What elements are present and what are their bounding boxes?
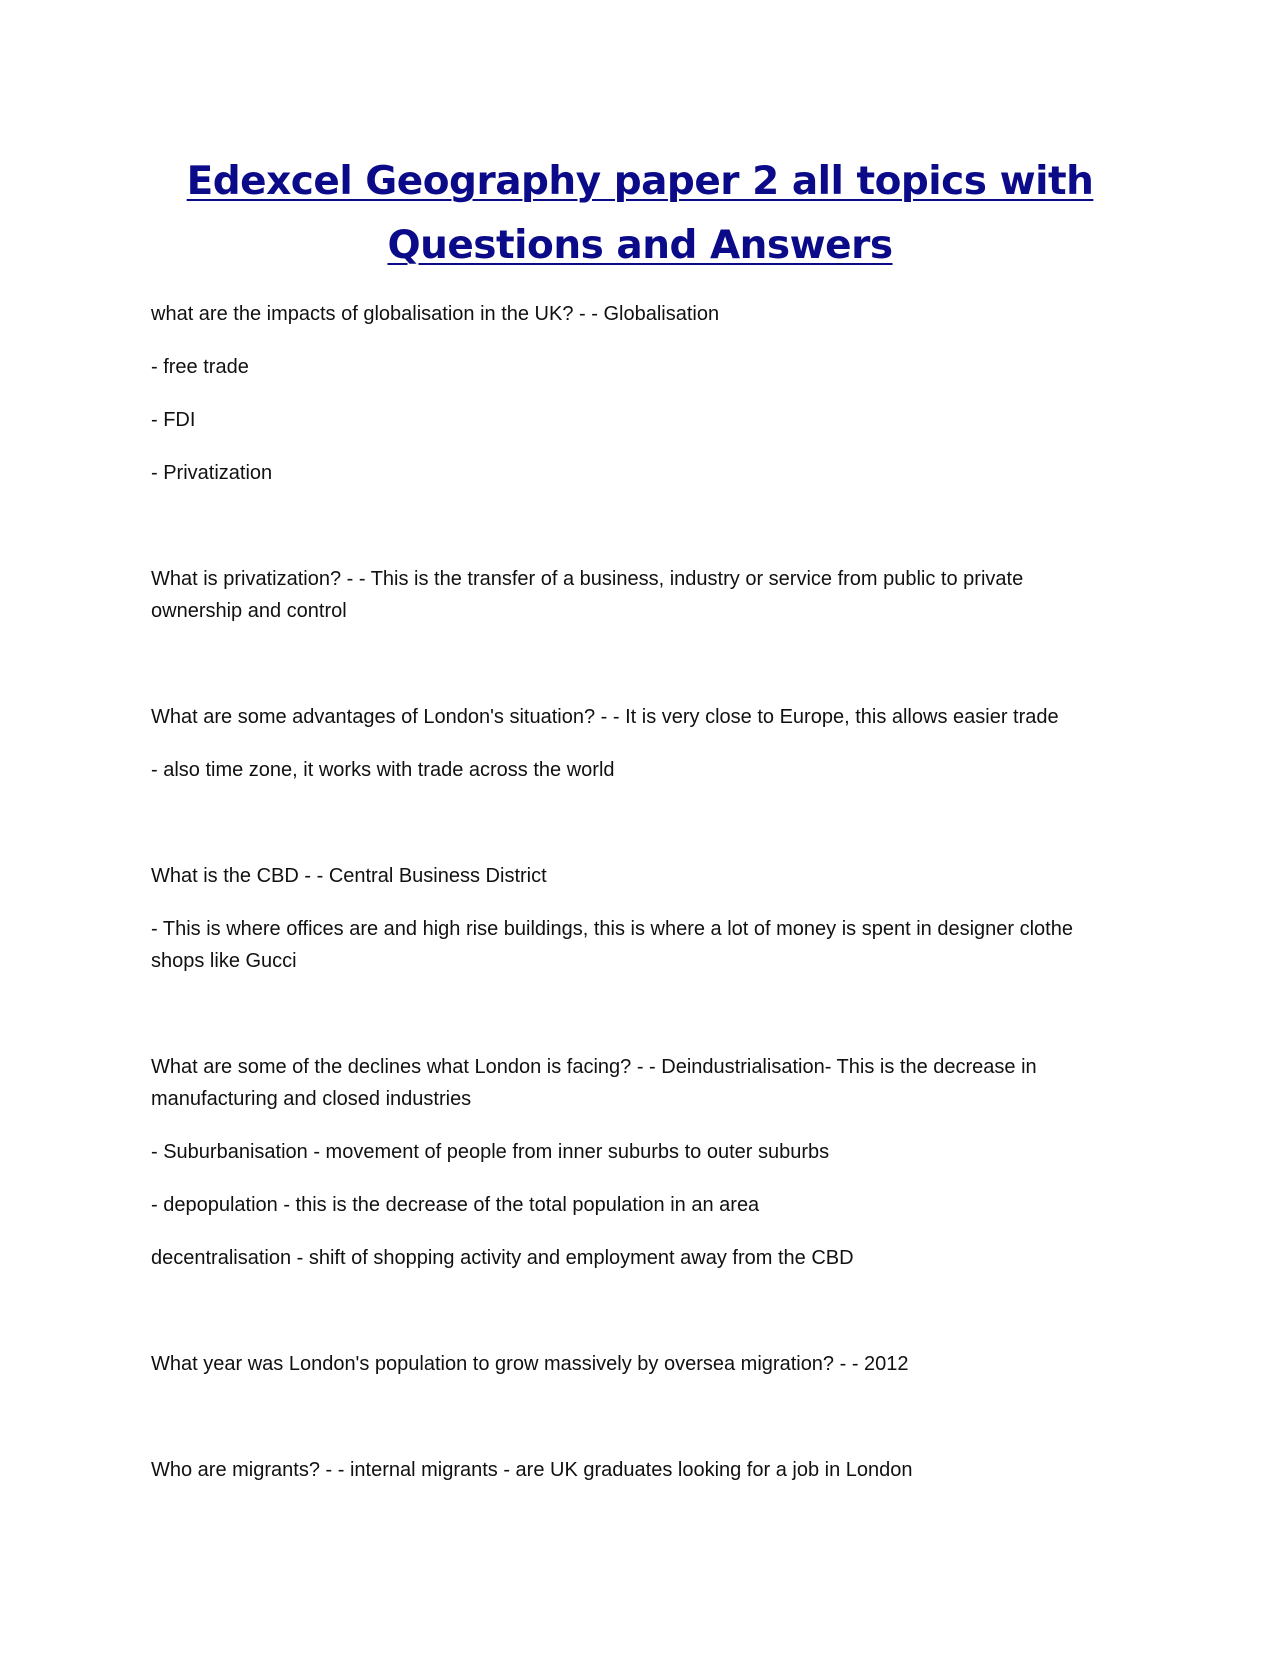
question-privatization: What is privatization? - - This is the transfer of a business, industry or service from public to private xyxy=(151,568,1024,590)
answer-line-suburbanisation: - Suburbanisation - movement of people from inner suburbs to outer suburbs xyxy=(151,1141,830,1163)
question-migration-year: What year was London's population to grow massively by oversea migration? - - 2012 xyxy=(151,1353,909,1375)
question-globalisation: what are the impacts of globalisation in the UK? - - Globalisation xyxy=(151,303,720,325)
title-line-1: Edexcel Geography paper 2 all topics with xyxy=(186,159,1094,204)
question-london-situation: What are some advantages of London's situation? - - It is very close to Europe, this allows easier trade xyxy=(151,706,1059,728)
answer-line-offices: - This is where offices are and high rise buildings, this is where a lot of money is spent in designer clothe xyxy=(151,918,1073,940)
page-title xyxy=(150,150,1130,278)
answer-line-manufacturing: manufacturing and closed industries xyxy=(151,1088,472,1110)
answer-line-gucci: shops like Gucci xyxy=(151,950,297,972)
title-line-2: Questions and Answers xyxy=(387,223,893,268)
question-london-declines: What are some of the declines what London is facing? - - Deindustrialisation- This is the decrease in xyxy=(151,1056,1037,1078)
answer-line-time-zone: - also time zone, it works with trade across the world xyxy=(151,759,615,781)
answer-line-fdi: - FDI xyxy=(151,409,196,431)
answer-line-ownership: ownership and control xyxy=(151,600,347,622)
answer-line-decentralisation: decentralisation - shift of shopping activity and employment away from the CBD xyxy=(151,1247,854,1269)
question-cbd: What is the CBD - - Central Business District xyxy=(151,865,547,887)
answer-line-depopulation: - depopulation - this is the decrease of the total population in an area xyxy=(151,1194,760,1216)
answer-line-free-trade: - free trade xyxy=(151,356,249,378)
question-migrants: Who are migrants? - - internal migrants - are UK graduates looking for a job in London xyxy=(151,1459,913,1481)
answer-line-privatization: - Privatization xyxy=(151,462,273,484)
